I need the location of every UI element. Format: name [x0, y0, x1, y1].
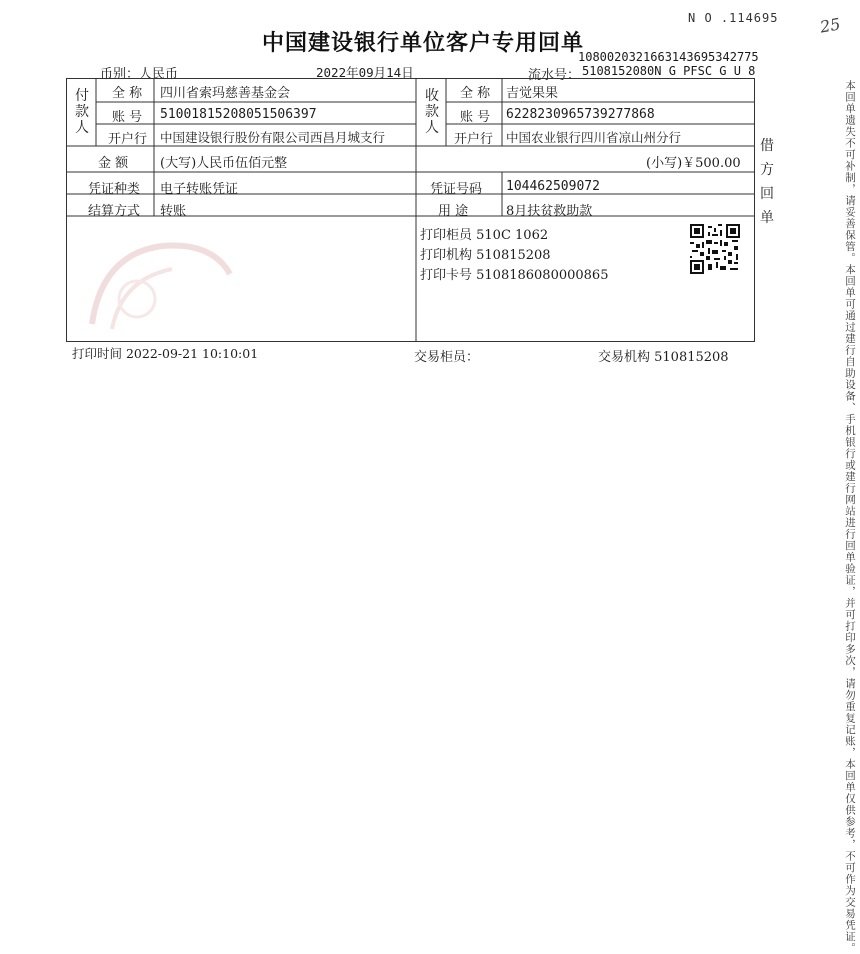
payee-side-label: 收款人: [425, 88, 439, 136]
transaction-teller: 交易柜员：: [414, 350, 480, 365]
payer-side-label: 付款人: [75, 88, 89, 136]
payee-bank: 中国农业银行四川省凉山州分行: [506, 130, 682, 145]
settlement-label: 结算方式: [88, 204, 141, 219]
serial-label: 流水号：: [528, 68, 581, 83]
serial-value: 5108152080N G PFSC G U 8: [582, 64, 756, 78]
amount-upper: (大写)人民币伍佰元整: [160, 156, 288, 171]
purpose-label: 用 途: [438, 204, 469, 219]
payer-account: 51001815208051506397: [160, 107, 317, 122]
print-time: 打印时间 2022-09-21 10:10:01: [72, 346, 259, 361]
payer-name-label: 全 称: [112, 86, 143, 101]
receipt-note: 本回单遗失不可补制，请妥善保管。本回单可通过建行自助设备、手机银行或建行网站进行回单验证，并可打印多次，请勿重复记账，本回单仅供参考，不可作为交易凭证。: [844, 80, 856, 954]
debit-receipt-label: 借方回单: [760, 138, 774, 226]
transaction-org: 交易机构 510815208: [598, 350, 729, 365]
payer-account-label: 账 号: [112, 110, 143, 125]
qr-code-icon: [690, 224, 740, 274]
handwritten-mark: 25: [818, 14, 842, 37]
print-card: 打印卡号 5108186080000865: [420, 268, 609, 283]
document-number: N O .114695: [688, 11, 779, 25]
amount-label: 金 额: [98, 156, 129, 171]
currency: 币别：人民币: [100, 67, 179, 82]
payee-bank-label: 开户行: [454, 132, 494, 147]
payee-account: 6228230965739277868: [506, 107, 655, 122]
payer-name: 四川省索玛慈善基金会: [160, 86, 291, 101]
document-title: 中国建设银行单位客户专用回单: [262, 30, 585, 56]
voucher-no-label: 凭证号码: [430, 182, 483, 197]
voucher-no: 104462509072: [506, 179, 600, 194]
voucher-type-label: 凭证种类: [88, 182, 141, 197]
purpose: 8月扶贫救助款: [506, 204, 593, 219]
amount-lower: (小写)￥500.00: [646, 156, 741, 171]
transaction-date: 2022年09月14日: [316, 65, 414, 80]
voucher-type: 电子转账凭证: [160, 182, 239, 197]
payee-account-label: 账 号: [460, 110, 491, 125]
payer-bank-label: 开户行: [108, 132, 148, 147]
settlement-method: 转账: [160, 204, 187, 219]
payee-name: 吉觉果果: [506, 86, 559, 101]
payee-name-label: 全 称: [460, 86, 491, 101]
reference-number: 108002032166314369534277​5: [578, 50, 759, 64]
payer-bank: 中国建设银行股份有限公司西昌月城支行: [160, 130, 386, 145]
print-org: 打印机构 510815208: [420, 248, 551, 263]
print-teller: 打印柜员 510C 1062: [420, 228, 549, 243]
